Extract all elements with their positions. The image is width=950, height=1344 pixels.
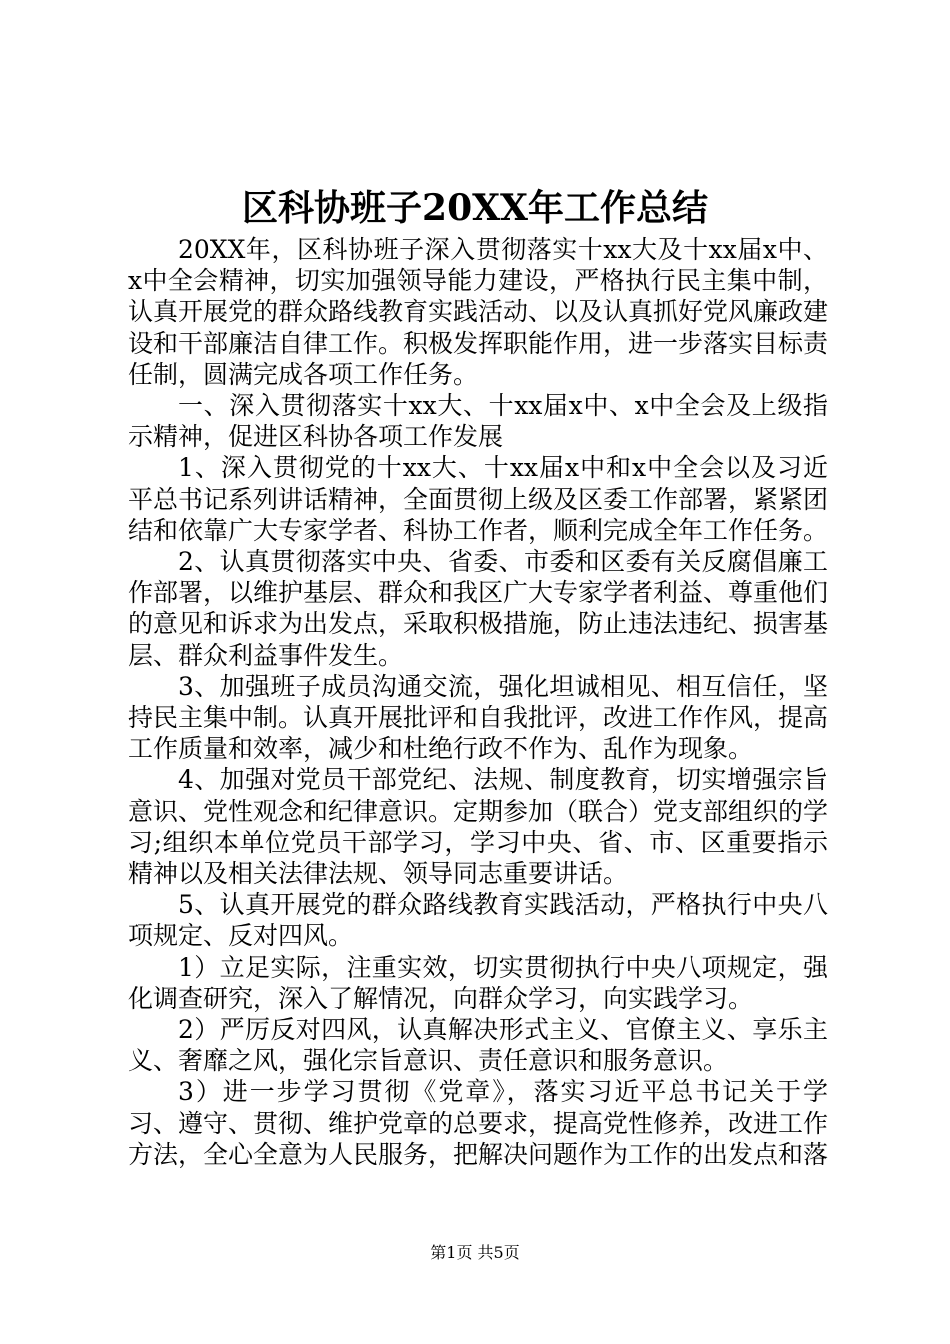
paragraph: 20XX年，区科协班子深入贯彻落实十xx大及十xx届x中、x中全会精神，切实加强领导能力建设，严格执行民主集中制，认真开展党的群众路线教育实践活动、以及认真抓好党风廉政建设和干部廉洁自律工作。积极发挥职能作用，进一步落实目标责任制，圆满完成各项工作任务。 [128, 235, 829, 389]
page-number-footer: 第1页 共5页 [430, 1243, 520, 1262]
paragraph: 3）进一步学习贯彻《党章》，落实习近平总书记关于学习、遵守、贯彻、维护党章的总要求，提高党性修养，改进工作方法，全心全意为人民服务，把解决问题作为工作的出发点和落 [128, 1077, 829, 1169]
paragraph: 5、认真开展党的群众路线教育实践活动，严格执行中央八项规定、反对四风。 [128, 890, 828, 951]
paragraph: 2）严厉反对四风，认真解决形式主义、官僚主义、享乐主义、奢靡之风，强化宗旨意识、责任意识和服务意识。 [128, 1015, 828, 1076]
paragraph: 1）立足实际，注重实效，切实贯彻执行中央八项规定，强化调查研究，深入了解情况，向群众学习，向实践学习。 [128, 952, 828, 1013]
paragraph: 3、加强班子成员沟通交流，强化坦诚相见、相互信任，坚持民主集中制。认真开展批评和自我批评，改进工作作风，提高工作质量和效率，减少和杜绝行政不作为、乱作为现象。 [128, 671, 829, 764]
paragraph: 2、认真贯彻落实中央、省委、市委和区委有关反腐倡廉工作部署，以维护基层、群众和我区广大专家学者利益、尊重他们的意见和诉求为出发点，采取积极措施，防止违法违纪、损害基层、群众利益事件发生。 [128, 547, 829, 670]
paragraph: 1、深入贯彻党的十xx大、十xx届x中和x中全会以及习近平总书记系列讲话精神，全面贯彻上级及区委工作部署，紧紧团结和依靠广大专家学者、科协工作者，顺利完成全年工作任务。 [128, 453, 829, 545]
page-title: 区科协班子20XX年工作总结 [242, 187, 708, 229]
document-body [128, 234, 828, 1170]
paragraph: 4、加强对党员干部党纪、法规、制度教育，切实增强宗旨意识、党性观念和纪律意识。定期参加（联合）党支部组织的学习;组织本单位党员干部学习，学习中央、省、市、区重要指示精神以及相关法律法规、领导同志重要讲话。 [128, 765, 829, 889]
section-heading: 一、深入贯彻落实十xx大、十xx届x中、x中全会及上级指示精神，促进区科协各项工作发展 [128, 391, 828, 452]
